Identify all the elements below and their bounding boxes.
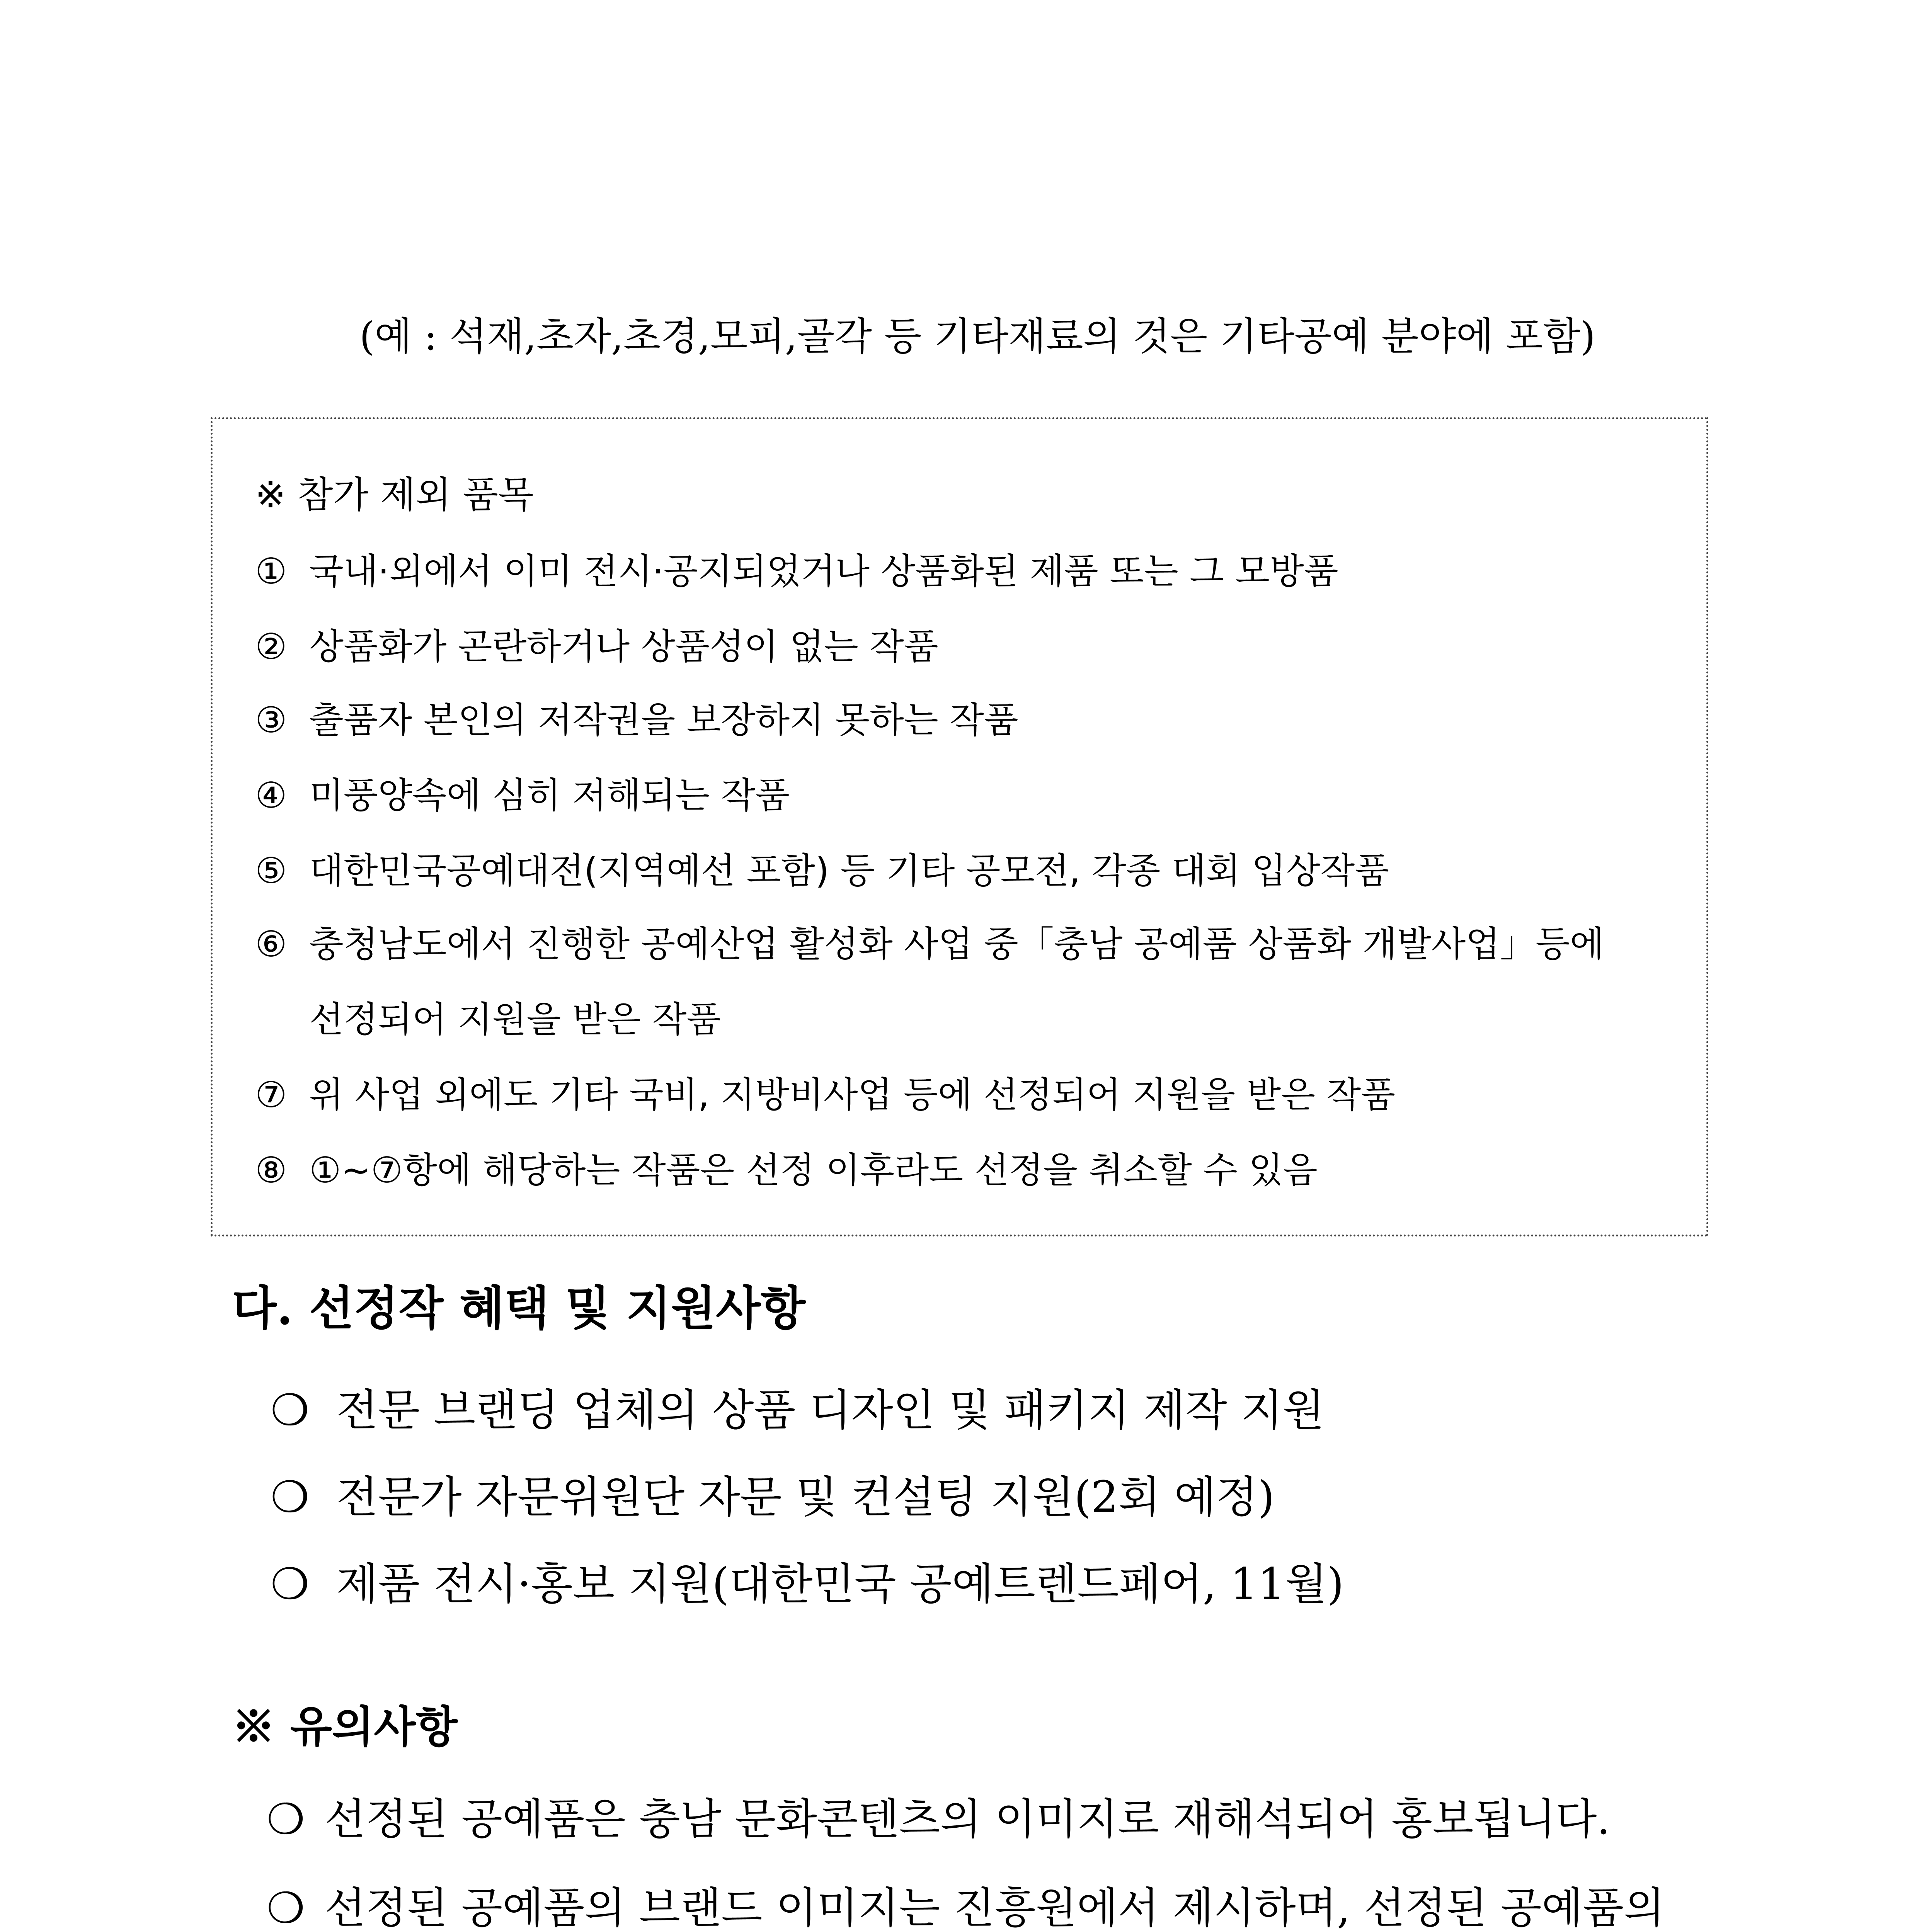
benefit-text: 전문 브랜딩 업체의 상품 디자인 및 패키지 제작 지원: [336, 1385, 1325, 1435]
exclusion-item-number: ⑤: [255, 850, 287, 891]
exclusion-item-number: ①: [255, 551, 287, 592]
notes-heading: ※ 유의사항: [232, 1702, 458, 1752]
benefit-text: 제품 전시·홍보 지원(대한민국 공예트렌드페어, 11월): [336, 1559, 1344, 1609]
circle-bullet-icon: ❍: [271, 1559, 310, 1609]
example-note: (예 : 석재,초자,초경,모피,골각 등 기타재료의 것은 기타공예 분야에 포함): [359, 314, 1595, 359]
benefits-heading: 다. 선정작 혜택 및 지원사항: [232, 1281, 806, 1335]
exclusion-item-continuation: 선정되어 지원을 받은 작품: [309, 999, 721, 1040]
note-item: [267, 1785, 1610, 1846]
exclusion-item: [255, 767, 790, 818]
exclusion-item-number: ④: [255, 775, 287, 816]
benefit-text: 전문가 자문위원단 자문 및 컨설팅 지원(2회 예정): [336, 1472, 1275, 1522]
circle-bullet-icon: ❍: [271, 1472, 310, 1522]
benefit-item: [271, 1376, 1325, 1438]
exclusion-item-text: 위 사업 외에도 기타 국비, 지방비사업 등에 선정되어 지원을 받은 작품: [309, 1074, 1396, 1116]
note-text: 선정된 공예품은 충남 문화콘텐츠의 이미지로 재해석되어 홍보됩니다.: [325, 1794, 1611, 1844]
exclusion-items-box: [211, 417, 1708, 1236]
exclusion-item-text: 대한민국공예대전(지역예선 포함) 등 기타 공모전, 각종 대회 입상작품: [309, 850, 1389, 891]
exclusion-item-number: ③: [255, 699, 287, 741]
note-item: [267, 1874, 1665, 1932]
note-text: 선정된 공예품의 브랜드 이미지는 진흥원에서 제시하며, 선정된 공예품의: [325, 1883, 1665, 1932]
exclusion-item-text: 국내·외에서 이미 전시·공지되었거나 상품화된 제품 또는 그 모방품: [309, 551, 1338, 592]
exclusion-item-text: 출품자 본인의 저작권을 보장하지 못하는 작품: [309, 699, 1018, 741]
exclusion-item: [255, 618, 938, 669]
exclusion-item-text: ①~⑦항에 해당하는 작품은 선정 이후라도 선정을 취소할 수 있음: [309, 1150, 1318, 1191]
circle-bullet-icon: ❍: [267, 1883, 305, 1932]
exclusion-item-number: ⑧: [255, 1150, 287, 1191]
exclusion-item: [255, 692, 1018, 743]
circle-bullet-icon: ❍: [267, 1794, 305, 1844]
exclusion-item-number: ⑦: [255, 1074, 287, 1116]
exclusion-item: [255, 1142, 1318, 1193]
exclusion-item-text: 미풍양속에 심히 저해되는 작품: [309, 775, 790, 816]
benefit-item: [271, 1549, 1344, 1612]
exclusion-item-number: ⑥: [255, 923, 287, 965]
exclusion-box-title: ※ 참가 제외 품목: [255, 474, 534, 516]
benefit-item: [271, 1463, 1275, 1525]
exclusion-item: [255, 1066, 1395, 1117]
circle-bullet-icon: ❍: [271, 1385, 310, 1435]
exclusion-item: [255, 543, 1338, 594]
exclusion-item-text: 충청남도에서 진행한 공예산업 활성화 사업 중「충남 공예품 상품화 개발사업」등에: [309, 923, 1604, 965]
exclusion-item-text: 상품화가 곤란하거나 상품성이 없는 작품: [309, 626, 938, 667]
exclusion-item: [255, 842, 1389, 893]
exclusion-item-number: ②: [255, 626, 287, 667]
exclusion-item: [255, 916, 1604, 967]
